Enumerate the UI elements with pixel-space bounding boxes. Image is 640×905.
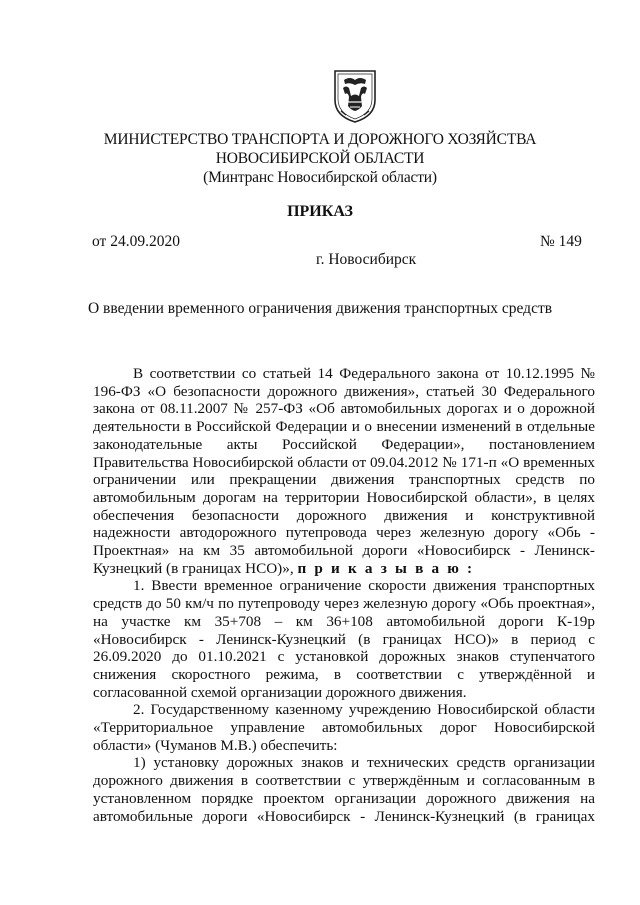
item-2-1-paragraph: 1) установку дорожных знаков и технических средств организации дорожного движения в соответствии с утверждённым и согласованным в установленном порядке проектом организации дорожного движения на автомобильные дороги «Новосибирск - Ленинск-Кузнецкий (в границах	[93, 754, 595, 825]
document-number: № 149	[540, 233, 582, 250]
document-date: от 24.09.2020	[92, 233, 180, 250]
ministry-name-line2: НОВОСИБИРСКОЙ ОБЛАСТИ	[215, 150, 425, 167]
document-city: г. Новосибирск	[316, 251, 417, 268]
order-word: п р и к а з ы в а ю :	[297, 559, 475, 577]
intro-text: В соответствии со статьей 14 Федерального закона от 10.12.1995 № 196-ФЗ «О безопасности дорожного движения», статьей 30 Федерального закона от 08.11.2007 № 257-ФЗ «Об автомобильных дорогах и о дорожной деятельности в Российской Федерации и о внесении изменений в отдельные законодательные акты Российской Федерации», постановлением Правительства Новосибирской области от 09.04.2012 № 171-п «О временных ограничении или прекращении движения транспортных средств по автомобильным дорогам на территории Новосибирской области», в целях обеспечения безопасности дорожного движения и конструктивной надежности автодорожного путепровода через железную дорогу «Обь - Проектная» на км 35 автомобильной дороги «Новосибирск - Ленинск-Кузнецкий (в границах НСО)»,	[93, 365, 595, 577]
intro-paragraph	[93, 365, 595, 577]
document-type-title: ПРИКАЗ	[287, 203, 353, 220]
item-1-paragraph: 1. Ввести временное ограничение скорости движения транспортных средств до 50 км/ч по путепроводу через железную дорогу «Обь проектная», на участке км 35+708 – км 36+108 автомобильной дороги К-19р «Новосибирск - Ленинск-Кузнецкий (в границах НСО)» в период с 26.09.2020 до 01.10.2021 с установкой дорожных знаков ступенчатого снижения скоростного режима, в соответствии с утверждённой и согласованной схемой организации дорожного движения.	[93, 577, 595, 701]
item-2-paragraph: 2. Государственному казенному учреждению Новосибирской области «Территориальное управление автомобильных дорог Новосибирской области» (Чуманов М.В.) обеспечить:	[93, 701, 595, 754]
novosibirsk-coat-of-arms-icon	[332, 66, 378, 124]
document-subject: О введении временного ограничения движения транспортных средств	[87, 300, 553, 317]
document-body	[93, 365, 595, 825]
ministry-short-name: (Минтранс Новосибирской области)	[203, 169, 437, 186]
ministry-name-line1: МИНИСТЕРСТВО ТРАНСПОРТА И ДОРОЖНОГО ХОЗЯЙСТВА	[103, 131, 537, 148]
